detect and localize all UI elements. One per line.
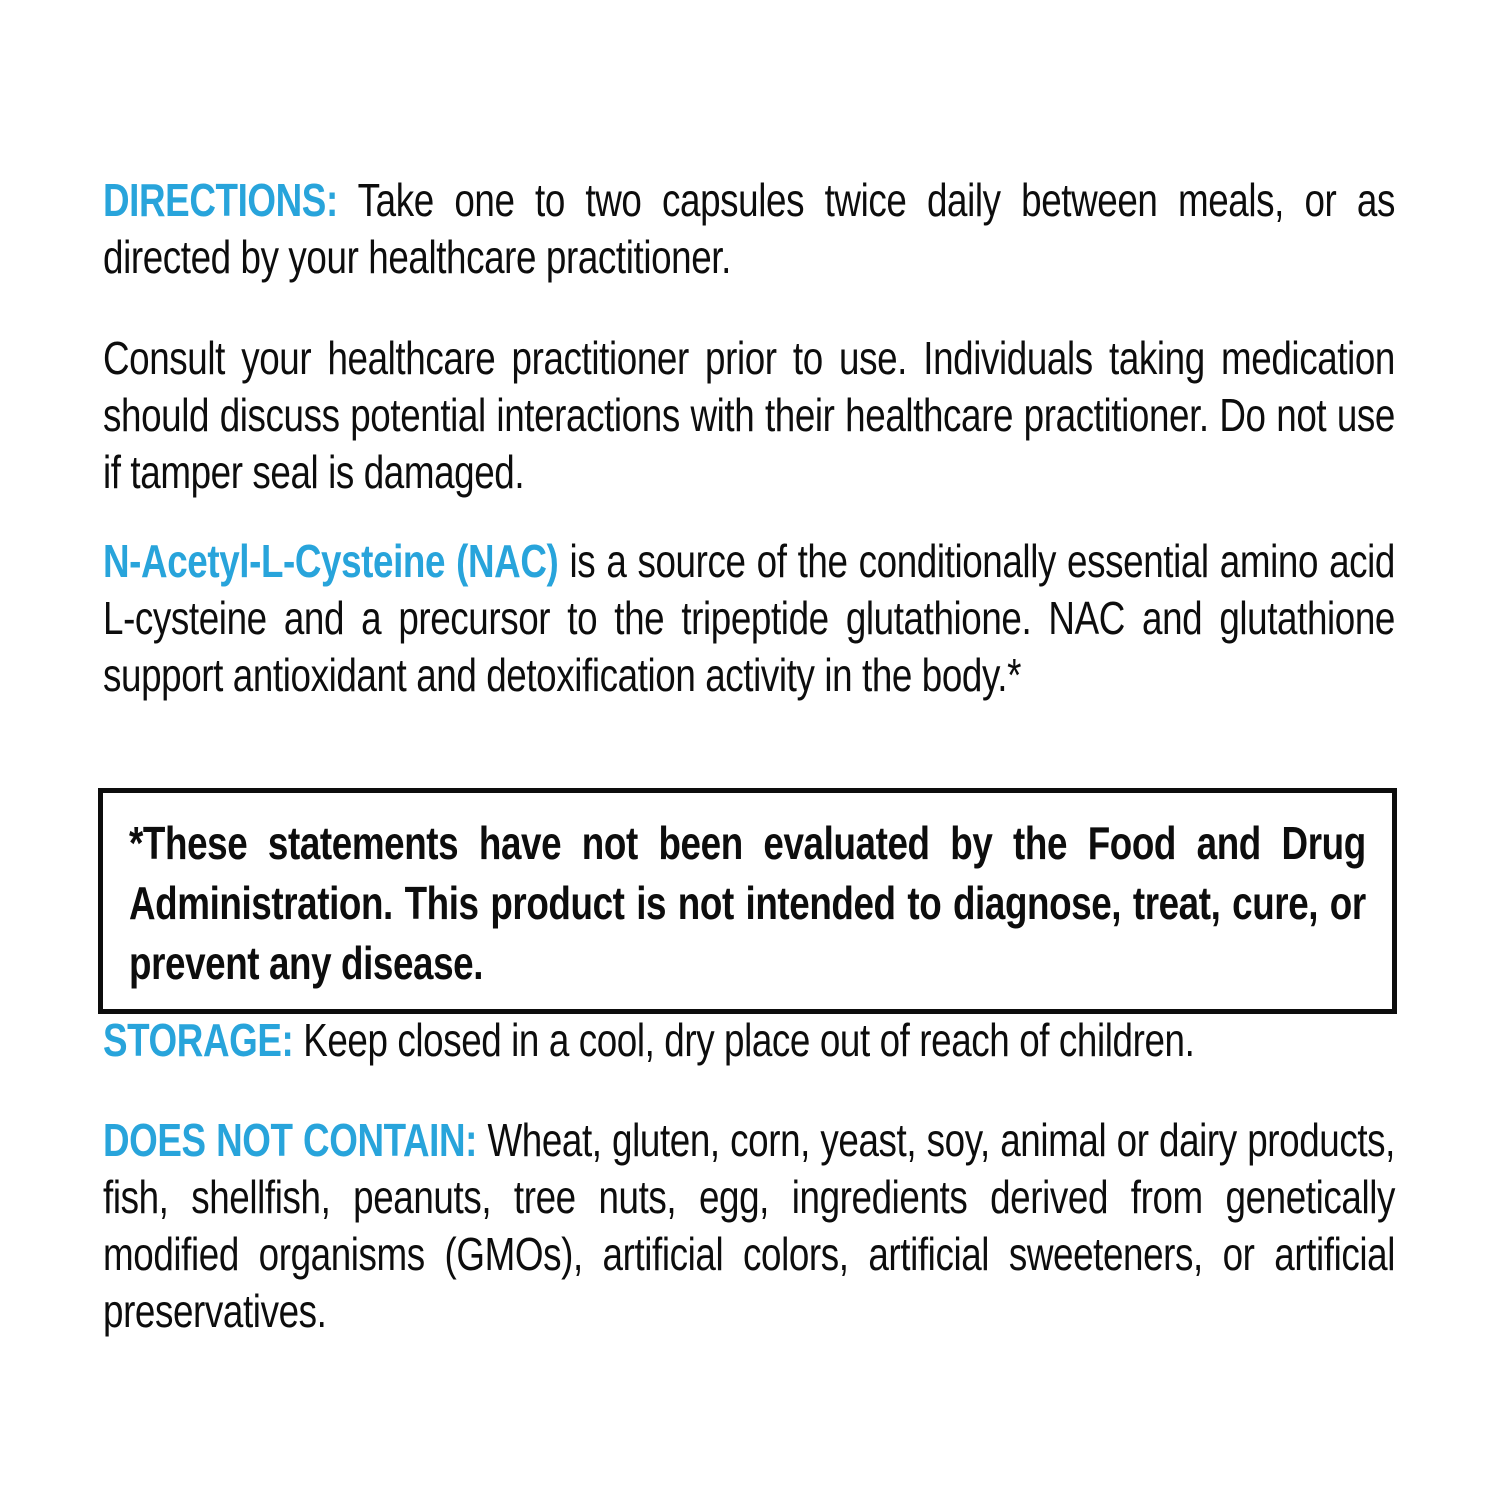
- consult-notice-text: Consult your healthcare practitioner prior to use. Individuals taking medication should discuss potential interactions with their healthcare practitioner. Do not use if tamper seal is damaged.: [103, 332, 1395, 498]
- does-not-contain-text: Wheat, gluten, corn, yeast, soy, animal or dairy products, fish, shellfish, peanuts, tree nuts, egg, ingredients derived from genetically modified organisms (GMOs), artificial colors, artificial sweeteners, or artificial preservatives.: [103, 1114, 1395, 1337]
- nac-heading: N-Acetyl-L-Cysteine (NAC): [103, 535, 559, 587]
- nac-description-text: is a source of the conditionally essential amino acid L-cysteine and a precursor to the tripeptide glutathione. NAC and glutathione support antioxidant and detoxification activity in the body.*: [103, 535, 1396, 701]
- does-not-contain-paragraph: [103, 1112, 1395, 1340]
- storage-heading: STORAGE:: [103, 1014, 294, 1066]
- storage-paragraph: [103, 1012, 1395, 1069]
- fda-disclaimer-box: [98, 788, 1397, 1014]
- directions-section: [103, 172, 1500, 286]
- consult-notice-section: [103, 330, 1500, 501]
- nac-description-paragraph: [103, 533, 1395, 704]
- storage-section: [103, 1012, 1500, 1069]
- directions-heading: DIRECTIONS:: [103, 174, 338, 226]
- consult-notice-paragraph: [103, 330, 1395, 501]
- directions-paragraph: [103, 172, 1395, 286]
- does-not-contain-section: [103, 1112, 1500, 1340]
- storage-text: Keep closed in a cool, dry place out of reach of children.: [303, 1014, 1195, 1066]
- nac-description-section: [103, 533, 1500, 704]
- fda-disclaimer-text: *These statements have not been evaluated by the Food and Drug Administration. This product is not intended to diagnose, treat, cure, or prevent any disease.: [129, 817, 1366, 989]
- directions-text: Take one to two capsules twice daily between meals, or as directed by your healthcare practitioner.: [103, 174, 1396, 283]
- does-not-contain-heading: DOES NOT CONTAIN:: [103, 1114, 477, 1166]
- fda-disclaimer-paragraph: [129, 813, 1366, 993]
